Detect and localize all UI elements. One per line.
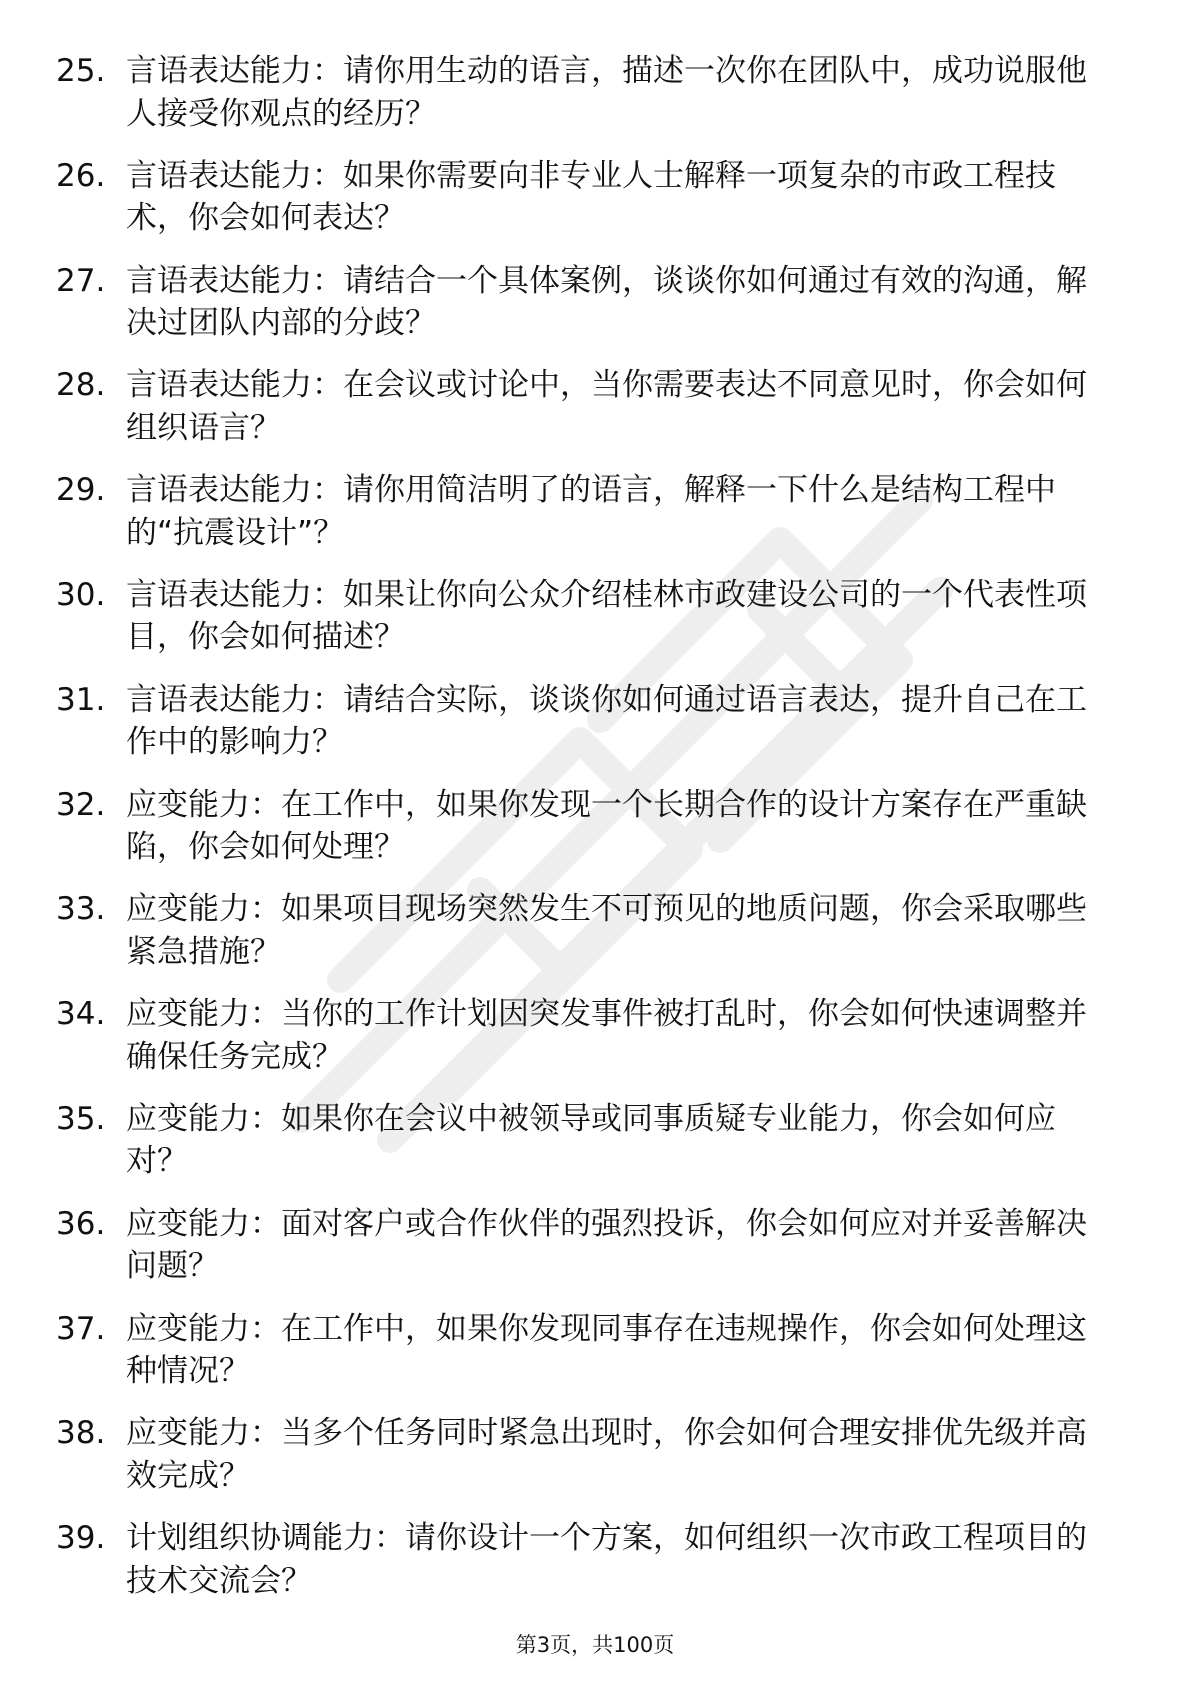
question-text: 应变能力：如果你在会议中被领导或同事质疑专业能力，你会如何应对？ — [126, 1100, 1056, 1180]
question-number: 34. — [56, 996, 106, 1033]
question-item — [56, 888, 1106, 973]
question-number: 30. — [56, 576, 106, 613]
question-item — [56, 574, 1106, 659]
question-text: 应变能力：当多个任务同时紧急出现时，你会如何合理安排优先级并高效完成？ — [126, 1415, 1087, 1494]
question-item — [56, 993, 1106, 1078]
question-number: 29. — [56, 472, 106, 509]
question-item — [56, 260, 1106, 345]
question-item — [56, 155, 1106, 240]
question-text: 应变能力：在工作中，如果你发现同事存在违规操作，你会如何处理这种情况？ — [126, 1310, 1087, 1390]
question-number: 32. — [56, 786, 106, 823]
question-text: 应变能力：如果项目现场突然发生不可预见的地质问题，你会采取哪些紧急措施？ — [126, 891, 1087, 970]
question-number: 39. — [56, 1520, 106, 1557]
question-number: 25. — [56, 53, 106, 89]
question-item — [56, 1203, 1106, 1288]
question-item — [56, 1098, 1106, 1183]
question-text: 言语表达能力：在会议或讨论中，当你需要表达不同意见时，你会如何组织语言？ — [126, 367, 1087, 446]
question-list — [56, 50, 1106, 1622]
question-number: 28. — [56, 367, 106, 404]
question-text: 计划组织协调能力：请你设计一个方案，如何组织一次市政工程项目的技术交流会？ — [126, 1520, 1087, 1599]
question-item — [56, 679, 1106, 764]
question-text: 应变能力：面对客户或合作伙伴的强烈投诉，你会如何应对并妥善解决问题？ — [126, 1205, 1087, 1285]
question-number: 26. — [56, 157, 106, 194]
question-text: 言语表达能力：请结合一个具体案例，谈谈你如何通过有效的沟通，解决过团队内部的分歧？ — [126, 262, 1087, 342]
question-item — [56, 784, 1106, 869]
question-number: 33. — [56, 891, 106, 928]
question-item — [56, 1308, 1106, 1393]
question-text: 言语表达能力：如果让你向公众介绍桂林市政建设公司的一个代表性项目，你会如何描述？ — [126, 576, 1087, 656]
question-text: 言语表达能力：请你用简洁明了的语言，解释一下什么是结构工程中的“抗震设计”？ — [126, 472, 1056, 551]
question-number: 36. — [56, 1205, 106, 1242]
question-text: 言语表达能力：如果你需要向非专业人士解释一项复杂的市政工程技术，你会如何表达？ — [126, 157, 1056, 237]
question-text: 应变能力：在工作中，如果你发现一个长期合作的设计方案存在严重缺陷，你会如何处理？ — [126, 786, 1087, 866]
question-number: 35. — [56, 1100, 106, 1137]
question-item — [56, 469, 1106, 554]
question-number: 37. — [56, 1310, 106, 1347]
question-item — [56, 364, 1106, 449]
question-number: 38. — [56, 1415, 106, 1452]
page-number-footer: 第3页，共100页 — [515, 1633, 675, 1657]
question-number: 27. — [56, 262, 106, 299]
question-number: 31. — [56, 681, 106, 718]
question-text: 言语表达能力：请结合实际，谈谈你如何通过语言表达，提升自己在工作中的影响力？ — [126, 681, 1087, 761]
question-text: 应变能力：当你的工作计划因突发事件被打乱时，你会如何快速调整并确保任务完成？ — [126, 996, 1087, 1075]
question-item — [56, 1517, 1106, 1602]
question-text: 言语表达能力：请你用生动的语言，描述一次你在团队中，成功说服他人接受你观点的经历？ — [126, 53, 1087, 132]
question-item — [56, 1412, 1106, 1497]
question-item — [56, 50, 1106, 135]
